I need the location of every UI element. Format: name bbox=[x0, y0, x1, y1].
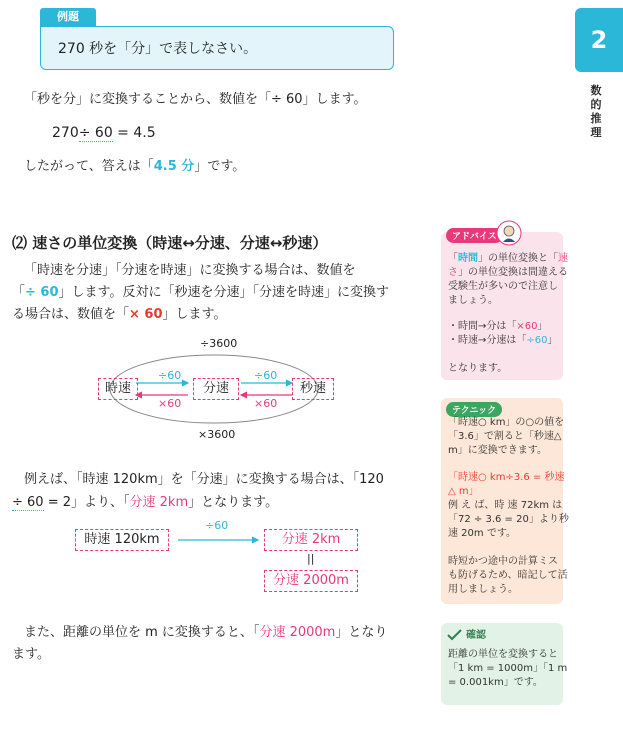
div-label-2: ÷60 bbox=[254, 369, 278, 382]
para1-line1: 「時速を分速」「分速を時速」に変換する場合は、数値を bbox=[24, 263, 356, 278]
example2-line1: 例えば、「時速 120km」を「分速」に変換する場合は、「120 bbox=[24, 472, 384, 487]
solution-line: 「秒を分」に変換することから、数値を「÷ 60」します。 bbox=[24, 92, 367, 107]
tech-l7: 「72 ÷ 3.6 = 20」より秒 bbox=[448, 514, 569, 525]
mul-label-1: ×60 bbox=[158, 397, 182, 410]
section-heading: ⑵ 速さの単位変換（時速↔分速、分速↔秒速） bbox=[12, 234, 328, 252]
tech-l4: 「時速○ km÷3.6 = 秒速 bbox=[448, 472, 565, 483]
node-funsoku: 分速 bbox=[193, 378, 239, 400]
confirm-tag: 確認 bbox=[466, 630, 486, 641]
answer-line: したがって、答えは「4.5 分」です。 bbox=[24, 159, 246, 174]
to-box: 分速 2km bbox=[264, 529, 358, 551]
to2-box: 分速 2000m bbox=[264, 570, 358, 592]
calculation: 270÷ 60 = 4.5 bbox=[52, 125, 156, 141]
equals-sign: || bbox=[307, 552, 315, 565]
from-box: 時速 120km bbox=[75, 529, 169, 551]
para1-line3: る場合は、数値を「× 60」します。 bbox=[12, 307, 227, 322]
technique-tag: テクニック bbox=[446, 402, 502, 417]
chapter-label: 数的推理 bbox=[590, 84, 602, 139]
confirm-l2: 「1 km = 1000m」「1 m bbox=[448, 663, 568, 674]
convert-arrow bbox=[176, 534, 262, 546]
advice-tag: アドバイス bbox=[446, 228, 503, 243]
example-tag: 例題 bbox=[40, 8, 96, 26]
tech-l5: △ m」 bbox=[448, 486, 479, 497]
example-question: 270 秒を「分」で表しなさい。 bbox=[58, 41, 258, 57]
advice-l2: さ」の単位変換は間違える bbox=[448, 267, 568, 278]
confirm-l3: = 0.001km」です。 bbox=[448, 677, 543, 688]
advice-end: となります。 bbox=[448, 363, 508, 374]
closing-line1: また、距離の単位を m に変換すると、「分速 2000m」となり bbox=[24, 625, 388, 640]
tech-l1: 「時速○ km」の○の値を bbox=[448, 417, 565, 428]
advice-l1: 「時間」の単位変換と「速 bbox=[448, 253, 568, 264]
advice-b1: ・時間→分は「×60」 bbox=[448, 321, 548, 332]
mul-label-2: ×60 bbox=[254, 397, 278, 410]
check-icon bbox=[447, 629, 463, 641]
tech-l2: 「3.6」で割ると「秒速△ bbox=[448, 431, 562, 442]
tech-l9: 時短かつ途中の計算ミス bbox=[448, 556, 558, 567]
tech-l8: 速 20m です。 bbox=[448, 528, 517, 539]
confirm-l1: 距離の単位を変換すると bbox=[448, 649, 558, 660]
closing-line2: ます。 bbox=[12, 647, 50, 662]
advice-b2: ・時速→分速は「÷60」 bbox=[448, 335, 558, 346]
example2-line2: ÷ 60 = 2」より、「分速 2km」となります。 bbox=[12, 495, 279, 510]
node-byosoku: 秒速 bbox=[292, 378, 334, 400]
node-jisoku: 時速 bbox=[98, 378, 138, 400]
chapter-tab[interactable]: 2 bbox=[575, 8, 623, 72]
top-label: ÷3600 bbox=[200, 337, 238, 350]
advice-l4: ましょう。 bbox=[448, 295, 498, 306]
tech-l11: 用しましょう。 bbox=[448, 584, 518, 595]
convert-op: ÷60 bbox=[205, 519, 229, 532]
bottom-label: ×3600 bbox=[198, 428, 236, 441]
tech-l3: m」に変換できます。 bbox=[448, 445, 547, 456]
para1-line2: 「÷ 60」します。反対に「秒速を分速」「分速を時速」に変換す bbox=[12, 285, 389, 300]
tech-l10: も防げるため、暗記して活 bbox=[448, 570, 568, 581]
advisor-icon bbox=[496, 220, 522, 246]
div-label-1: ÷60 bbox=[158, 369, 182, 382]
tech-l6: 例 え ば、時 速 72km は bbox=[448, 500, 563, 511]
advice-l3: 受験生が多いので注意し bbox=[448, 281, 558, 292]
